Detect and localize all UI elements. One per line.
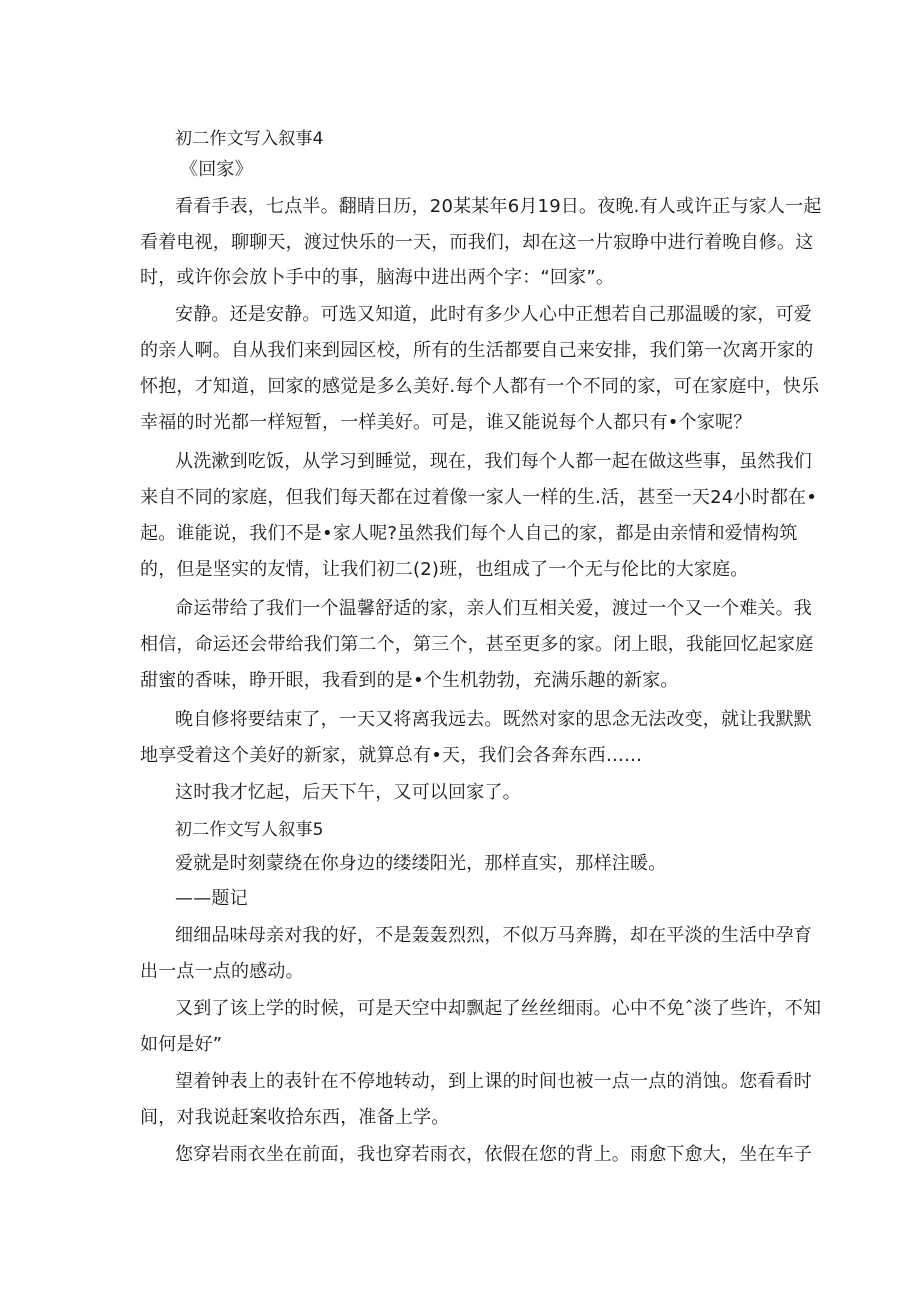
text-line: 来自不同的家庭，但我们每天都在过着像一家人一样的生.活，甚至一天24小时都在•: [140, 487, 818, 508]
text-line: 时，或许你会放卜手中的事，脑海中进出两个字：“回家”。: [140, 267, 615, 288]
text-line: 又到了该上学的时候，可是天空中却飘起了丝丝细雨。心中不免ˆ淡了些许，不知: [175, 998, 822, 1019]
text-line: 从洗漱到吃饭，从学习到睡觉，现在，我们每个人都一起在做这些事，虽然我们: [175, 451, 812, 472]
text-line: 看着电视，聊聊天，渡过快乐的一天，而我们，却在这一片寂睁中进行着晚自修。这: [140, 232, 814, 253]
text-line: 怀抱，才知道，回家的感觉是多么美好.每个人都有一个不同的家，可在家庭中，快乐: [140, 376, 820, 397]
text-line: 地享受着这个美好的新家，就算总有•天，我们会各奔东西……: [140, 745, 643, 766]
text-line: 您穿岩雨衣坐在前面，我也穿若雨衣，依假在您的背上。雨愈下愈大，坐在车子: [175, 1144, 812, 1165]
essay-subtitle: 《回家》: [180, 159, 253, 180]
text-line: 爱就是时刻蒙绕在你身边的缕缕阳光，那样直实，那样注暖。: [175, 853, 667, 874]
text-line: 相信，命运还会带给我们第二个，第三个，甚至更多的家。闭上眼，我能回忆起家庭: [140, 634, 814, 655]
text-line: 甜蜜的香味，睁开眼，我看到的是•个生机勃勃，充满乐趣的新家。: [140, 670, 679, 691]
text-line: 命运带给了我们一个温馨舒适的家，亲人们互相关爱，渡过一个又一个难关。我: [175, 598, 812, 619]
text-line: 晚自修将要结束了，一天又将离我远去。既然对家的思念无法改变，就让我默默: [175, 709, 812, 730]
text-line: 安静。还是安静。可选又知道，此时有多少人心中正想若自己那温暖的家，可爱: [175, 304, 812, 325]
text-line: 这时我才忆起，后天下午，又可以回家了。: [175, 782, 521, 803]
text-line: 起。谁能说，我们不是•家人呢?虽然我们每个人自己的家，都是由亲情和爱情构筑: [140, 523, 798, 544]
text-line: 出一点一点的感动。: [140, 961, 304, 982]
text-line: 看看手表，七点半。翻睛日历，20某某年6月19日。夜晚.有人或许正与家人一起: [175, 196, 822, 217]
text-line: 的，但是坚实的友情，让我们初二(2)班，也组成了一个无与伦比的大家庭。: [140, 559, 749, 580]
text-line: 如何是好”: [140, 1034, 223, 1055]
essay-title-4: 初二作文写入叙事4: [175, 129, 324, 149]
text-line: 望着钟表上的表针在不停地转动，到上课的时间也被一点一点的消蚀。您看看时: [175, 1071, 812, 1092]
epigraph-attribution: ——题记: [175, 888, 248, 909]
text-line: 的亲人啊。自从我们来到园区校，所有的生活都要自己来安排，我们第一次离开家的: [140, 340, 814, 361]
text-line: 细细品味母亲对我的好，不是轰轰烈烈，不似万马奔腾，却在平淡的生活中孕育: [175, 925, 812, 946]
essay-title-5: 初二作文写人叙事5: [175, 820, 324, 840]
text-line: 间，对我说赶案收拾东西，准备上学。: [140, 1107, 450, 1128]
text-line: 幸福的时光都一样短暂，一样美好。可是，谁又能说每个人都只有•个家呢？: [140, 412, 752, 433]
